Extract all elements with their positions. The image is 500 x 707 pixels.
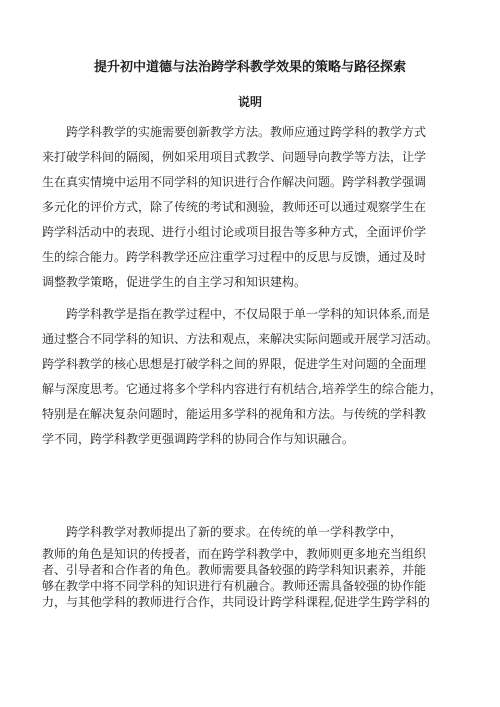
paragraph-line: 跨学科教学的核心思想是打破学科之间的界限，促进学生对问题的全面理 bbox=[42, 357, 427, 371]
document-title: 提升初中道德与法治跨学科教学效果的策略与路径探索 bbox=[93, 60, 406, 75]
paragraph-4 bbox=[42, 546, 458, 610]
paragraph-line: 解与深度思考。它通过将多个学科内容进行有机结合,培养学生的综合能力， bbox=[42, 382, 442, 396]
paragraph-2 bbox=[42, 302, 458, 452]
paragraph-line: 调整教学策略，促进学生的自主学习和知识建构。 bbox=[42, 275, 307, 289]
paragraph-3 bbox=[42, 520, 458, 545]
paragraph-line: 力，与其他学科的教师进行合作，共同设计跨学科课程,促进学生跨学科的 bbox=[42, 595, 430, 609]
section-heading: 说明 bbox=[237, 95, 262, 109]
paragraph-line: 跨学科教学是指在教学过程中，不仅局限于单一学科的知识体系,而是 bbox=[42, 307, 430, 321]
paragraph-line: 教师的角色是知识的传授者，而在跨学科教学中，教师则更多地充当组织 bbox=[42, 547, 427, 561]
paragraph-line: 学不同，跨学科教学更强调跨学科的协同合作与知识融合。 bbox=[42, 432, 355, 446]
paragraph-1 bbox=[42, 120, 458, 295]
paragraph-line: 跨学科教学的实施需要创新教学方法。教师应通过跨学科的教学方式 bbox=[42, 125, 427, 139]
paragraph-line: 者、引导者和合作者的角色。教师需要具备较强的跨学科知识素养，并能 bbox=[42, 563, 427, 577]
paragraph-line: 来打破学科间的隔阂，例如采用项目式教学、问题导向教学等方法，让学 bbox=[42, 150, 427, 164]
paragraph-line: 够在教学中将不同学科的知识进行有机融合。教师还需具备较强的协作能 bbox=[42, 579, 427, 593]
paragraph-line: 特别是在解决复杂问题时，能运用多学科的视角和方法。与传统的学科教 bbox=[42, 407, 427, 421]
paragraph-line: 通过整合不同学科的知识、方法和观点，来解决实际问题或开展学习活动。 bbox=[42, 332, 439, 346]
paragraph-line: 跨学科教学对教师提出了新的要求。在传统的单一学科教学中， bbox=[42, 525, 403, 539]
paragraph-line: 跨学科活动中的表现、进行小组讨论或项目报告等多种方式，全面评价学 bbox=[42, 225, 427, 239]
paragraph-line: 生在真实情境中运用不同学科的知识进行合作解决问题。跨学科教学强调 bbox=[42, 175, 427, 189]
paragraph-line: 多元化的评价方式，除了传统的考试和测验，教师还可以通过观察学生在 bbox=[42, 200, 427, 214]
paragraph-line: 生的综合能力。跨学科教学还应注重学习过程中的反思与反馈，通过及时 bbox=[42, 250, 427, 264]
